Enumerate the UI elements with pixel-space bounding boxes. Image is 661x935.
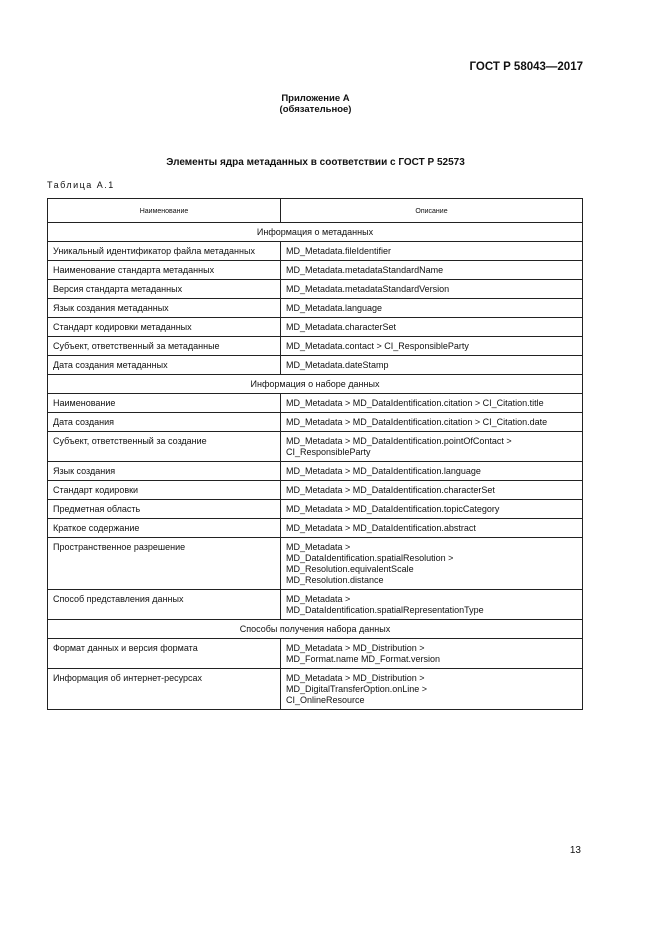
element-description-cell: MD_Metadata > MD_DataIdentification.pointOfContact > CI_ResponsibleParty xyxy=(281,432,583,462)
section-title: Информация о метаданных xyxy=(48,223,583,242)
element-description-cell: MD_Metadata.characterSet xyxy=(281,318,583,337)
element-name-cell: Субъект, ответственный за метаданные xyxy=(48,337,281,356)
element-description-cell: MD_Metadata > MD_Distribution > MD_DigitalTransferOption.onLine > CI_OnlineResource xyxy=(281,669,583,710)
table-row xyxy=(48,394,583,413)
element-description-cell: MD_Metadata > MD_DataIdentification.topicCategory xyxy=(281,500,583,519)
section-title: Информация о наборе данных xyxy=(48,375,583,394)
element-description-cell: MD_Metadata > MD_DataIdentification.abstract xyxy=(281,519,583,538)
element-description-cell: MD_Metadata.language xyxy=(281,299,583,318)
section-header-row xyxy=(48,620,583,639)
element-description-cell: MD_Metadata > MD_DataIdentification.language xyxy=(281,462,583,481)
element-description-cell: MD_Metadata > MD_DataIdentification.spatialResolution > MD_Resolution.equivalentScale MD_Resolution.distance xyxy=(281,538,583,590)
element-description-cell: MD_Metadata > MD_Distribution > MD_Format.name MD_Format.version xyxy=(281,639,583,669)
table-row xyxy=(48,481,583,500)
section-header-row xyxy=(48,223,583,242)
element-name-cell: Краткое содержание xyxy=(48,519,281,538)
table-label: Таблица А.1 xyxy=(47,180,115,190)
element-name-cell: Язык создания xyxy=(48,462,281,481)
table-row xyxy=(48,432,583,462)
table-row xyxy=(48,639,583,669)
element-name-cell: Дата создания xyxy=(48,413,281,432)
table-body xyxy=(48,223,583,710)
element-name-cell: Субъект, ответственный за создание xyxy=(48,432,281,462)
element-name-cell: Дата создания метаданных xyxy=(48,356,281,375)
element-name-cell: Наименование xyxy=(48,394,281,413)
section-title: Способы получения набора данных xyxy=(48,620,583,639)
table-row xyxy=(48,242,583,261)
element-name-cell: Формат данных и версия формата xyxy=(48,639,281,669)
element-description-cell: MD_Metadata > MD_DataIdentification.characterSet xyxy=(281,481,583,500)
table-row xyxy=(48,356,583,375)
metadata-table xyxy=(47,198,583,710)
table-row xyxy=(48,280,583,299)
element-description-cell: MD_Metadata.dateStamp xyxy=(281,356,583,375)
element-description-cell: MD_Metadata.contact > CI_ResponsibleParty xyxy=(281,337,583,356)
table-row xyxy=(48,590,583,620)
element-name-cell: Версия стандарта метаданных xyxy=(48,280,281,299)
table-row xyxy=(48,519,583,538)
table-row xyxy=(48,261,583,280)
table-row xyxy=(48,337,583,356)
element-description-cell: MD_Metadata > MD_DataIdentification.spatialRepresentationType xyxy=(281,590,583,620)
table-row xyxy=(48,669,583,710)
table-row xyxy=(48,538,583,590)
annex-status: (обязательное) xyxy=(279,104,352,115)
element-name-cell: Пространственное разрешение xyxy=(48,538,281,590)
element-name-cell: Предметная область xyxy=(48,500,281,519)
table-row xyxy=(48,462,583,481)
table-row xyxy=(48,318,583,337)
element-description-cell: MD_Metadata > MD_DataIdentification.citation > CI_Citation.title xyxy=(281,394,583,413)
page-number: 13 xyxy=(569,845,581,856)
element-name-cell: Способ представления данных xyxy=(48,590,281,620)
element-name-cell: Язык создания метаданных xyxy=(48,299,281,318)
table-row xyxy=(48,413,583,432)
standard-designation: ГОСТ Р 58043—2017 xyxy=(469,61,583,73)
element-description-cell: MD_Metadata.metadataStandardVersion xyxy=(281,280,583,299)
document-title: Элементы ядра метаданных в соответствии с ГОСТ Р 52573 xyxy=(166,157,465,168)
element-description-cell: MD_Metadata.metadataStandardName xyxy=(281,261,583,280)
table-header-row xyxy=(48,199,583,223)
element-name-cell: Наименование стандарта метаданных xyxy=(48,261,281,280)
element-name-cell: Стандарт кодировки xyxy=(48,481,281,500)
element-name-cell: Уникальный идентификатор файла метаданных xyxy=(48,242,281,261)
column-header-name: Наименование xyxy=(48,199,281,223)
element-name-cell: Информация об интернет-ресурсах xyxy=(48,669,281,710)
table-row xyxy=(48,299,583,318)
section-header-row xyxy=(48,375,583,394)
element-name-cell: Стандарт кодировки метаданных xyxy=(48,318,281,337)
table-row xyxy=(48,500,583,519)
element-description-cell: MD_Metadata > MD_DataIdentification.citation > CI_Citation.date xyxy=(281,413,583,432)
column-header-description: Описание xyxy=(281,199,583,223)
annex-title: Приложение А xyxy=(281,93,350,104)
element-description-cell: MD_Metadata.fileIdentifier xyxy=(281,242,583,261)
